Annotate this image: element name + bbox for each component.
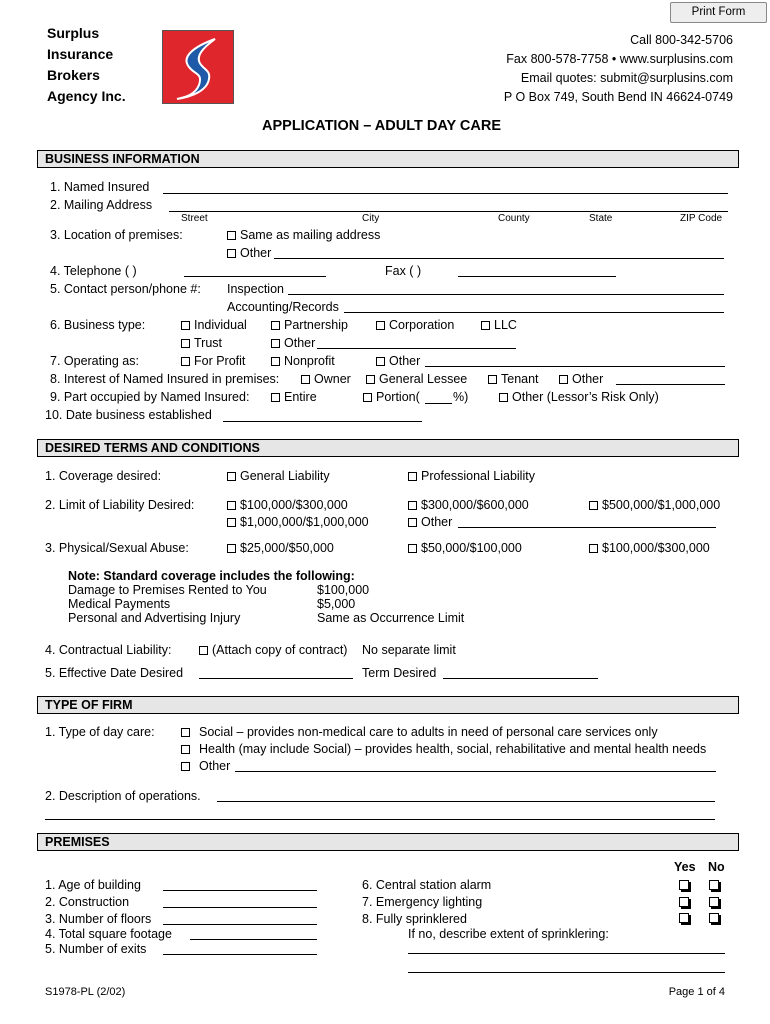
q-business-type-label: 6. Business type: (50, 318, 146, 332)
zip-label: ZIP Code (680, 213, 723, 224)
telephone-field[interactable] (184, 276, 326, 277)
lighting-no-checkbox[interactable] (709, 897, 719, 907)
q-abuse-label: 3. Physical/Sexual Abuse: (45, 541, 189, 555)
limit-1m-1m[interactable] (227, 515, 369, 529)
sprinkler-extent-field-2[interactable] (408, 972, 725, 973)
option-label: Entire (284, 390, 317, 404)
option-label: Nonprofit (284, 354, 335, 368)
inspection-label: Inspection (227, 282, 284, 296)
q-age-building-label: 1. Age of building (45, 878, 141, 892)
accounting-label: Accounting/Records (227, 300, 339, 314)
contact-address: P O Box 749, South Bend IN 46624-0749 (503, 90, 733, 104)
business-type-partnership[interactable] (271, 318, 348, 332)
contact-phone: Call 800-342-5706 (630, 33, 733, 47)
checkbox[interactable] (227, 249, 236, 258)
q-description-label: 2. Description of operations. (45, 789, 201, 803)
contact-block (504, 31, 733, 107)
option-label: Same as mailing address (240, 228, 381, 242)
option-label: Corporation (389, 318, 455, 332)
page-title: APPLICATION – ADULT DAY CARE (262, 118, 502, 134)
interest-general-lessee[interactable] (366, 372, 467, 386)
interest-other-field[interactable] (616, 384, 725, 385)
option-label: Other (284, 336, 316, 350)
description-field-2[interactable] (45, 819, 715, 820)
option-label: (Attach copy of contract) (212, 643, 348, 657)
option-label: Portion( (376, 390, 420, 404)
form-id: S1978-PL (2/02) (45, 986, 126, 998)
logo-s-icon (163, 31, 233, 103)
q-floors-label: 3. Number of floors (45, 912, 152, 926)
checkbox[interactable] (559, 375, 568, 384)
checkbox[interactable] (181, 321, 190, 330)
q-alarm-label: 6. Central station alarm (362, 878, 492, 892)
q-emergency-lighting-label: 7. Emergency lighting (362, 895, 483, 909)
contact-email: Email quotes: submit@surplusins.com (520, 71, 733, 85)
age-building-field[interactable] (163, 890, 317, 891)
percent-close-label: %) (453, 390, 469, 404)
option-label: Other (389, 354, 421, 368)
limit-other-field[interactable] (458, 527, 716, 528)
yes-column-header: Yes (674, 860, 696, 874)
company-name-line: Insurance (47, 46, 114, 62)
business-type-corporation[interactable] (376, 318, 454, 332)
daycare-social[interactable] (181, 725, 658, 739)
option-label: $1,000,000/$1,000,000 (240, 515, 369, 529)
sprinkler-no-checkbox[interactable] (709, 913, 719, 923)
business-type-individual[interactable] (181, 318, 247, 332)
note-label: Personal and Advertising Injury (68, 611, 241, 625)
q-mailing-address-label: 2. Mailing Address (50, 198, 153, 212)
part-other-lessor[interactable] (499, 390, 659, 404)
q-daycare-type-label: 1. Type of day care: (45, 725, 155, 739)
checkbox[interactable] (181, 745, 190, 754)
q-telephone-label: 4. Telephone ( ) (50, 264, 137, 278)
limit-other[interactable] (408, 515, 452, 529)
abuse-50k-100k[interactable] (408, 541, 522, 555)
part-portion[interactable] (363, 390, 420, 404)
option-label: Other (199, 759, 231, 773)
city-label: City (362, 213, 380, 224)
limit-300k-600k[interactable] (408, 498, 529, 512)
option-label: Health (may include Social) – provides health, social, rehabilitative and mental health needs (199, 742, 707, 756)
interest-owner[interactable] (301, 372, 351, 386)
note-value: Same as Occurrence Limit (317, 611, 465, 625)
sprinkler-note-label: If no, describe extent of sprinklering: (408, 927, 609, 941)
q-interest-label: 8. Interest of Named Insured in premises: (50, 372, 280, 386)
q-contact-label: 5. Contact person/phone #: (50, 282, 201, 296)
checkbox[interactable] (363, 393, 372, 402)
option-label: Partnership (284, 318, 348, 332)
checkbox[interactable] (366, 375, 375, 384)
fax-label: Fax ( ) (385, 264, 422, 278)
same-as-mailing-option[interactable] (227, 228, 380, 242)
q-effective-date-label: 5. Effective Date Desired (45, 666, 184, 680)
abuse-25k-50k[interactable] (227, 541, 334, 555)
checkbox[interactable] (408, 501, 417, 510)
daycare-other-field[interactable] (235, 771, 716, 772)
checkbox[interactable] (271, 393, 280, 402)
option-label: General Liability (240, 469, 330, 483)
operating-other-field[interactable] (425, 366, 725, 367)
option-label: $50,000/$100,000 (421, 541, 522, 555)
checkbox[interactable] (181, 357, 190, 366)
option-label: LLC (494, 318, 517, 332)
interest-tenant[interactable] (488, 372, 539, 386)
note-title: Note: Standard coverage includes the following: (68, 569, 355, 583)
option-label: Tenant (501, 372, 539, 386)
option-label: For Profit (194, 354, 246, 368)
option-label: Professional Liability (421, 469, 535, 483)
construction-field[interactable] (163, 907, 317, 908)
coverage-general-liability[interactable] (227, 469, 330, 483)
checkbox[interactable] (227, 231, 236, 240)
section-premises: PREMISES (37, 833, 739, 851)
checkbox[interactable] (481, 321, 490, 330)
floors-field[interactable] (163, 924, 317, 925)
q-contractual-label: 4. Contractual Liability: (45, 643, 172, 657)
limit-500k-1m[interactable] (589, 498, 720, 512)
option-label: Social – provides non-medical care to adults in need of personal care services only (199, 725, 658, 739)
term-desired-label: Term Desired (362, 666, 437, 680)
checkbox[interactable] (271, 321, 280, 330)
abuse-100k-300k[interactable] (589, 541, 710, 555)
county-label: County (498, 213, 530, 224)
checkbox[interactable] (408, 518, 417, 527)
checkbox[interactable] (488, 375, 497, 384)
checkbox[interactable] (271, 339, 280, 348)
accounting-field[interactable] (344, 312, 724, 313)
q-sprinklered-label: 8. Fully sprinklered (362, 912, 467, 926)
limit-100k-300k[interactable] (227, 498, 348, 512)
alarm-yes-checkbox[interactable] (679, 880, 689, 890)
location-other-field[interactable] (274, 258, 724, 259)
checkbox[interactable] (589, 544, 598, 553)
daycare-other[interactable] (181, 759, 230, 773)
note-value: $100,000 (317, 583, 370, 597)
note-label: Medical Payments (68, 597, 171, 611)
operating-for-profit[interactable] (181, 354, 245, 368)
checkbox[interactable] (271, 357, 280, 366)
note-value: $5,000 (317, 597, 356, 611)
contact-fax-web: Fax 800-578-7758 • www.surplusins.com (506, 52, 733, 66)
page-number: Page 1 of 4 (668, 986, 725, 998)
exits-field[interactable] (163, 954, 317, 955)
option-label: General Lessee (379, 372, 468, 386)
operating-other[interactable] (376, 354, 420, 368)
option-label: Other (Lessor’s Risk Only) (512, 390, 659, 404)
coverage-professional-liability[interactable] (408, 469, 535, 483)
operating-nonprofit[interactable] (271, 354, 335, 368)
section-business-information: BUSINESS INFORMATION (37, 150, 739, 168)
option-label: $500,000/$1,000,000 (602, 498, 721, 512)
company-name (47, 23, 126, 107)
lighting-yes-checkbox[interactable] (679, 897, 689, 907)
option-label: Other (240, 246, 272, 260)
checkbox[interactable] (227, 518, 236, 527)
business-type-llc[interactable] (481, 318, 517, 332)
date-established-field[interactable] (223, 421, 422, 422)
checkbox[interactable] (376, 357, 385, 366)
section-desired-terms: DESIRED TERMS AND CONDITIONS (37, 439, 739, 457)
option-label: Individual (194, 318, 247, 332)
interest-other[interactable] (559, 372, 603, 386)
option-label: Owner (314, 372, 351, 386)
sprinkler-extent-field-1[interactable] (408, 953, 725, 954)
checkbox[interactable] (408, 472, 417, 481)
checkbox[interactable] (199, 646, 208, 655)
company-name-line: Brokers (47, 67, 100, 83)
business-type-other[interactable] (271, 336, 315, 350)
sprinkler-yes-checkbox[interactable] (679, 913, 689, 923)
option-label: $25,000/$50,000 (240, 541, 334, 555)
state-label: State (589, 213, 613, 224)
q-named-insured-label: 1. Named Insured (50, 180, 150, 194)
checkbox[interactable] (227, 501, 236, 510)
checkbox[interactable] (408, 544, 417, 553)
daycare-health[interactable] (181, 742, 706, 756)
q-location-label: 3. Location of premises: (50, 228, 183, 242)
checkbox[interactable] (227, 544, 236, 553)
street-label: Street (181, 213, 208, 224)
q-construction-label: 2. Construction (45, 895, 130, 909)
q-coverage-label: 1. Coverage desired: (45, 469, 162, 483)
part-entire[interactable] (271, 390, 317, 404)
business-type-trust[interactable] (181, 336, 222, 350)
option-label: $100,000/$300,000 (602, 541, 710, 555)
no-column-header: No (708, 860, 725, 874)
option-label: Other (572, 372, 604, 386)
term-desired-field[interactable] (443, 678, 598, 679)
checkbox[interactable] (499, 393, 508, 402)
effective-date-field[interactable] (199, 678, 353, 679)
note-label: Damage to Premises Rented to You (68, 583, 267, 597)
mailing-address-field[interactable] (169, 211, 728, 212)
company-name-line: Surplus (47, 25, 100, 41)
contractual-attach[interactable] (199, 643, 347, 657)
checkbox[interactable] (301, 375, 310, 384)
checkbox[interactable] (181, 339, 190, 348)
print-form-button[interactable]: Print Form (670, 2, 767, 23)
alarm-no-checkbox[interactable] (709, 880, 719, 890)
checkbox[interactable] (589, 501, 598, 510)
portion-percent-field[interactable] (425, 403, 452, 404)
option-label: $300,000/$600,000 (421, 498, 529, 512)
checkbox[interactable] (376, 321, 385, 330)
checkbox[interactable] (181, 728, 190, 737)
q-limit-label: 2. Limit of Liability Desired: (45, 498, 195, 512)
option-label: Other (421, 515, 453, 529)
square-footage-field[interactable] (190, 939, 317, 940)
checkbox[interactable] (181, 762, 190, 771)
checkbox[interactable] (227, 472, 236, 481)
q-operating-as-label: 7. Operating as: (50, 354, 139, 368)
description-field-1[interactable] (217, 801, 715, 802)
business-type-other-field[interactable] (317, 348, 516, 349)
named-insured-field[interactable] (163, 193, 728, 194)
fax-field[interactable] (458, 276, 616, 277)
company-logo (162, 30, 234, 104)
company-name-line: Agency Inc. (47, 88, 126, 104)
q-date-established-label: 10. Date business established (45, 408, 212, 422)
q-part-occupied-label: 9. Part occupied by Named Insured: (50, 390, 250, 404)
inspection-field[interactable] (288, 294, 724, 295)
option-label: Trust (194, 336, 223, 350)
option-label: $100,000/$300,000 (240, 498, 348, 512)
q-square-footage-label: 4. Total square footage (45, 927, 172, 941)
location-other-option[interactable] (227, 246, 271, 260)
section-type-of-firm: TYPE OF FIRM (37, 696, 739, 714)
q-exits-label: 5. Number of exits (45, 942, 147, 956)
contractual-note: No separate limit (362, 643, 456, 657)
